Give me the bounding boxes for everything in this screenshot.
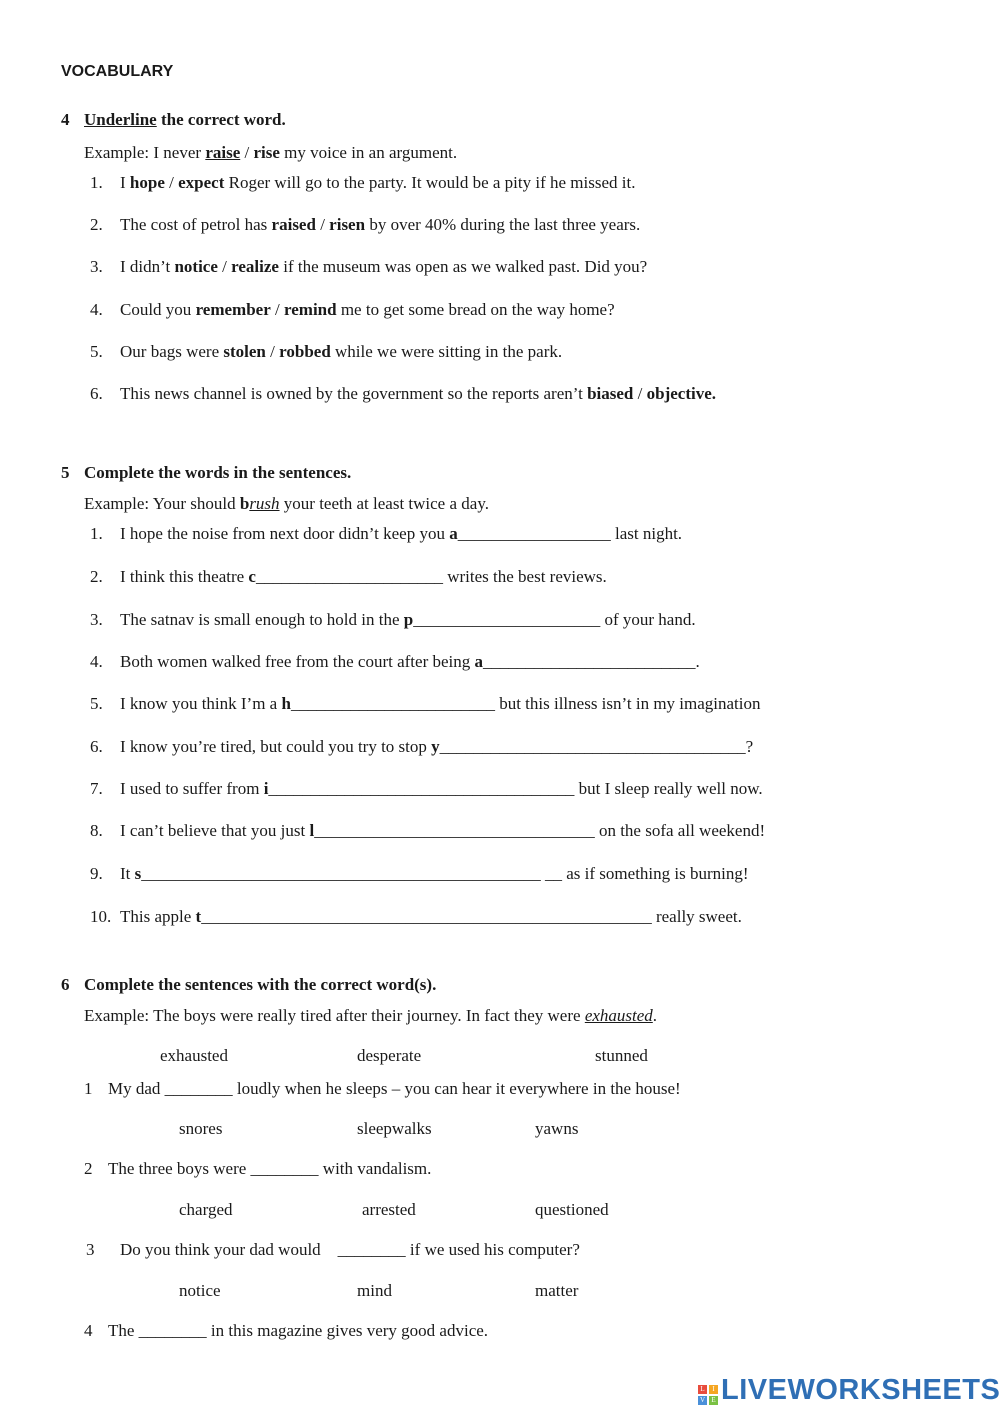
first-letter: p (403, 610, 414, 629)
first-letter: h (281, 694, 291, 713)
option-word[interactable]: arrested (362, 1200, 416, 1219)
separator: / (240, 143, 254, 162)
example-word-2: rise (253, 143, 280, 162)
word-option-2[interactable]: expect (178, 173, 225, 192)
section-heading: VOCABULARY (61, 63, 174, 80)
item-number: 6. (90, 384, 103, 403)
logo-cell: V (699, 1396, 706, 1405)
item-text: ? (745, 737, 754, 756)
section-4-title (61, 110, 286, 130)
list-item (90, 779, 763, 799)
item-text[interactable]: The ________ in this magazine gives very good advice. (108, 1321, 489, 1340)
example-text: your teeth at least twice a day. (279, 494, 489, 513)
option-word[interactable]: questioned (535, 1200, 609, 1219)
separator: / (164, 173, 179, 192)
example-text: Example: I never (84, 143, 206, 162)
list-item (90, 173, 635, 193)
item-number: 6. (90, 737, 103, 756)
list-item (84, 1321, 488, 1341)
item-text: on the sofa all weekend! (594, 821, 766, 840)
item-number: 5. (90, 342, 103, 361)
item-text: The cost of petrol has (120, 215, 272, 234)
example-text: Example: Your should (84, 494, 240, 513)
option-word[interactable]: sleepwalks (357, 1119, 432, 1138)
item-text: by over 40% during the last three years. (365, 215, 641, 234)
item-number: 1. (90, 524, 103, 543)
item-text: I hope the noise from next door didn’t keep you (120, 524, 450, 543)
item-text: I (120, 173, 130, 192)
list-item (90, 864, 749, 884)
liveworksheets-logo (698, 1374, 1000, 1407)
item-text: if the museum was open as we walked past. Did you? (278, 257, 648, 276)
word-option-1[interactable]: hope (129, 173, 165, 192)
separator: / (265, 342, 280, 361)
separator: / (217, 257, 232, 276)
list-item (84, 1159, 431, 1179)
answer-blank[interactable]: _________________________________ (314, 821, 595, 840)
item-text: Roger will go to the party. It would be a pity if he missed it. (224, 173, 636, 192)
logo-grid-icon (698, 1385, 718, 1405)
section-6-title (61, 975, 436, 995)
logo-text: LIVEWORKSHEETS (721, 1374, 1000, 1406)
item-number: 2. (90, 567, 103, 586)
instruction-text: Complete the sentences with the correct word(s). (84, 975, 437, 994)
example-text: my voice in an argument. (279, 143, 458, 162)
item-number: 1. (90, 173, 103, 192)
option-word: exhausted (160, 1046, 228, 1065)
section-number: 5 (61, 463, 70, 482)
item-text[interactable]: Do you think your dad would ________ if we used his computer? (120, 1240, 580, 1259)
example-text: . (652, 1006, 658, 1025)
word-option-2[interactable]: remind (284, 300, 337, 319)
first-letter: l (309, 821, 315, 840)
item-text: The satnav is small enough to hold in the (120, 610, 404, 629)
item-text: I used to suffer from (120, 779, 264, 798)
item-number: 2. (90, 215, 103, 234)
list-item (90, 907, 742, 927)
list-item (90, 342, 562, 362)
option-word[interactable]: charged (179, 1200, 233, 1219)
item-number: 4. (90, 652, 103, 671)
item-text: while we were sitting in the park. (330, 342, 563, 361)
item-text: me to get some bread on the way home? (336, 300, 615, 319)
list-item (90, 737, 753, 757)
list-item (90, 215, 640, 235)
item-number: 2 (84, 1159, 93, 1178)
item-text: This apple (120, 907, 196, 926)
option-word[interactable]: yawns (535, 1119, 579, 1138)
item-number: 8. (90, 821, 103, 840)
section-number: 4 (61, 110, 70, 129)
first-letter: c (248, 567, 256, 586)
item-text: It (120, 864, 135, 883)
list-item (90, 300, 615, 320)
item-text: but this illness isn’t in my imagination (494, 694, 761, 713)
item-number: 3. (90, 257, 103, 276)
first-letter: s (134, 864, 142, 883)
list-item (84, 1079, 681, 1099)
instruction-underlined: Underline (84, 110, 157, 129)
first-letter: y (431, 737, 440, 756)
instruction-text: the correct word. (156, 110, 286, 129)
item-text: as if something is burning! (562, 864, 749, 883)
list-item (90, 821, 765, 841)
first-letter: t (195, 907, 202, 926)
answer-blank[interactable]: _________________________ (483, 652, 696, 671)
section-number: 6 (61, 975, 70, 994)
example-word-1: raise (205, 143, 241, 162)
example-text: Example: The boys were really tired after their journey. In fact they were (84, 1006, 585, 1025)
word-option-2[interactable]: objective. (646, 384, 716, 403)
item-number: 9. (90, 864, 103, 883)
item-number: 4. (90, 300, 103, 319)
option-word[interactable]: mind (357, 1281, 392, 1300)
list-item (86, 1240, 580, 1260)
example-answer: exhausted (584, 1006, 653, 1025)
answer-blank[interactable]: ______________________ (413, 610, 601, 629)
section-6-example (84, 1006, 657, 1026)
item-number: 3. (90, 610, 103, 629)
word-option-1[interactable]: notice (174, 257, 218, 276)
item-number: 7. (90, 779, 103, 798)
item-number: 1 (84, 1079, 93, 1098)
item-text: writes the best reviews. (442, 567, 607, 586)
item-text: This news channel is owned by the government so the reports aren’t (120, 384, 588, 403)
item-text: of your hand. (600, 610, 696, 629)
logo-cell: E (709, 1396, 718, 1405)
item-text[interactable]: My dad ________ loudly when he sleeps – you can hear it everywhere in the house! (108, 1079, 681, 1098)
section-4-example (84, 143, 457, 163)
answer-blank[interactable]: ____________________________________ (439, 737, 746, 756)
item-text: Our bags were (120, 342, 224, 361)
option-word: stunned (595, 1046, 648, 1065)
item-text: I think this theatre (120, 567, 249, 586)
item-text: I know you think I’m a (120, 694, 282, 713)
word-option-2[interactable]: robbed (279, 342, 331, 361)
word-option-1[interactable]: biased (587, 384, 634, 403)
answer-blank[interactable]: _____________________________________________________ (201, 907, 652, 926)
section-5-example (84, 494, 489, 514)
list-item (90, 257, 647, 277)
answer-blank[interactable]: ______________________ (255, 567, 443, 586)
option-word: desperate (357, 1046, 422, 1065)
item-text: I know you’re tired, but could you try to stop (120, 737, 432, 756)
separator: / (633, 384, 647, 403)
list-item (90, 610, 696, 630)
word-option-1[interactable]: stolen (223, 342, 266, 361)
word-option-1[interactable]: raised (271, 215, 316, 234)
list-item (90, 652, 700, 672)
logo-cell: L (698, 1385, 707, 1394)
item-text: but I sleep really well now. (574, 779, 763, 798)
example-answer: rush (249, 494, 280, 513)
separator: / (270, 300, 284, 319)
instruction-text: Complete the words in the sentences. (84, 463, 352, 482)
item-text[interactable]: The three boys were ________ with vandalism. (108, 1159, 432, 1178)
section-5-title (61, 463, 351, 483)
item-text: I didn’t (120, 257, 175, 276)
item-text: last night. (610, 524, 683, 543)
list-item (90, 694, 761, 714)
answer-blank[interactable]: __________________ (457, 524, 611, 543)
item-text: . (695, 652, 700, 671)
first-letter: a (449, 524, 458, 543)
separator: / (315, 215, 330, 234)
list-item (90, 567, 607, 587)
item-text: really sweet. (651, 907, 742, 926)
item-number: 4 (84, 1321, 93, 1340)
option-word[interactable]: snores (179, 1119, 223, 1138)
list-item (90, 384, 716, 404)
example-first-letter: b (239, 494, 250, 513)
item-number: 3 (86, 1240, 95, 1259)
item-text: I can’t believe that you just (120, 821, 310, 840)
first-letter: a (474, 652, 484, 671)
item-text: Both women walked free from the court after being (120, 652, 475, 671)
item-text: Could you (120, 300, 196, 319)
first-letter: i (263, 779, 269, 798)
list-item (90, 524, 682, 544)
logo-cell: I (709, 1385, 718, 1394)
answer-blank[interactable]: _______________________________________________ __ (141, 864, 563, 883)
option-word[interactable]: notice (179, 1281, 221, 1300)
word-option-2[interactable]: risen (329, 215, 366, 234)
word-option-2[interactable]: realize (231, 257, 279, 276)
option-word[interactable]: matter (535, 1281, 579, 1300)
item-number: 5. (90, 694, 103, 713)
answer-blank[interactable]: ____________________________________ (268, 779, 575, 798)
word-option-1[interactable]: remember (195, 300, 271, 319)
answer-blank[interactable]: ________________________ (290, 694, 495, 713)
item-number: 10. (90, 907, 112, 926)
